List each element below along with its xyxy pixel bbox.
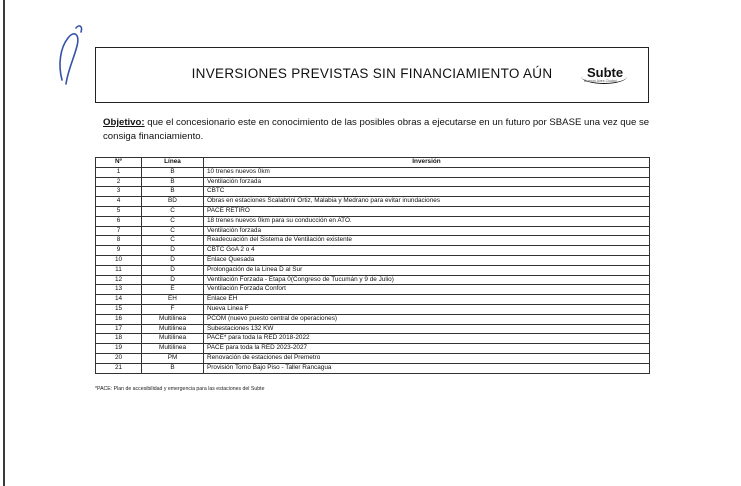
column-header-inversion: Inversión xyxy=(204,158,650,168)
cell-inversion: 18 trenes nuevos 0km para su conducción en ATO. xyxy=(204,216,650,226)
cell-linea: D xyxy=(142,275,204,285)
cell-linea: C xyxy=(142,226,204,236)
cell-inversion: Nueva Linea F xyxy=(204,304,650,314)
cell-inversion: Ventilación Forzada - Etapa 0(Congreso de Tucumán y 9 de Julio) xyxy=(204,275,650,285)
table-row xyxy=(96,255,650,265)
cell-linea: B xyxy=(142,167,204,177)
cell-inversion: Enlace Quesada xyxy=(204,255,650,265)
cell-number: 7 xyxy=(96,226,142,236)
footnote: *PACE: Plan de accesibilidad y emergencia para las estaciones del Subte xyxy=(95,386,265,392)
cell-linea: EH xyxy=(142,295,204,305)
cell-number: 6 xyxy=(96,216,142,226)
cell-linea: D xyxy=(142,255,204,265)
cell-number: 10 xyxy=(96,255,142,265)
cell-number: 14 xyxy=(96,295,142,305)
cell-inversion: Provisión Torno Bajo Piso - Taller Rancagua xyxy=(204,363,650,373)
cell-number: 9 xyxy=(96,246,142,256)
cell-inversion: Obras en estaciones Scalabrini Ortiz, Malabia y Medrano para evitar inundaciones xyxy=(204,197,650,207)
table-header-row xyxy=(96,158,650,168)
table-row xyxy=(96,353,650,363)
table-row xyxy=(96,363,650,373)
table-row xyxy=(96,246,650,256)
cell-number: 16 xyxy=(96,314,142,324)
table-row xyxy=(96,236,650,246)
cell-inversion: PACE RETIRO xyxy=(204,206,650,216)
cell-linea: C xyxy=(142,206,204,216)
cell-linea: B xyxy=(142,177,204,187)
column-header-linea: Línea xyxy=(142,158,204,168)
cell-inversion: Prolongación de la Linea D al Sur xyxy=(204,265,650,275)
cell-number: 5 xyxy=(96,206,142,216)
cell-linea: B xyxy=(142,187,204,197)
cell-number: 17 xyxy=(96,324,142,334)
cell-linea: Multilinea xyxy=(142,334,204,344)
cell-inversion: Readecuación del Sistema de Ventilación existente xyxy=(204,236,650,246)
cell-linea: D xyxy=(142,246,204,256)
cell-number: 1 xyxy=(96,167,142,177)
cell-inversion: Renovación de estaciones del Premetro xyxy=(204,353,650,363)
logo-text: Subte xyxy=(587,65,624,80)
cell-number: 2 xyxy=(96,177,142,187)
cell-number: 12 xyxy=(96,275,142,285)
table-row xyxy=(96,304,650,314)
table-row xyxy=(96,265,650,275)
cell-inversion: 10 trenes nuevos 0km xyxy=(204,167,650,177)
logo-subtext: Buenos Aires Ciudad xyxy=(584,79,617,83)
table-row xyxy=(96,216,650,226)
column-header-number: Nº xyxy=(96,158,142,168)
cell-number: 4 xyxy=(96,197,142,207)
cell-linea: C xyxy=(142,216,204,226)
cell-inversion: CBTC xyxy=(204,187,650,197)
subte-logo xyxy=(581,65,631,89)
cell-inversion: PCOM (nuevo puesto central de operaciones) xyxy=(204,314,650,324)
page-title: INVERSIONES PREVISTAS SIN FINANCIAMIENTO AÚN xyxy=(191,66,553,81)
cell-number: 8 xyxy=(96,236,142,246)
investments-table xyxy=(95,157,650,374)
cell-linea: C xyxy=(142,236,204,246)
table-row xyxy=(96,187,650,197)
table-row xyxy=(96,344,650,354)
objective-label: Objetivo: xyxy=(103,117,145,128)
cell-number: 13 xyxy=(96,285,142,295)
cell-linea: D xyxy=(142,265,204,275)
cell-inversion: Ventilación Forzada Confort xyxy=(204,285,650,295)
header-box xyxy=(95,47,649,103)
cell-number: 18 xyxy=(96,334,142,344)
cell-number: 15 xyxy=(96,304,142,314)
objective-text: que el concesionario este en conocimiento de las posibles obras a ejecutarse en un futuro por SBASE una vez que se consiga financiamiento. xyxy=(103,117,650,142)
table-row xyxy=(96,206,650,216)
cell-number: 11 xyxy=(96,265,142,275)
cell-number: 20 xyxy=(96,353,142,363)
table-row xyxy=(96,177,650,187)
cell-linea: Multilinea xyxy=(142,324,204,334)
table-row xyxy=(96,314,650,324)
table-row xyxy=(96,275,650,285)
cell-number: 21 xyxy=(96,363,142,373)
cell-linea: BD xyxy=(142,197,204,207)
cell-inversion: Ventilación forzada xyxy=(204,226,650,236)
cell-linea: B xyxy=(142,363,204,373)
cell-linea: PM xyxy=(142,353,204,363)
cell-inversion: PACE para toda la RED 2023-2027 xyxy=(204,344,650,354)
table-row xyxy=(96,167,650,177)
cell-inversion: Enlace EH xyxy=(204,295,650,305)
table-row xyxy=(96,324,650,334)
table-row xyxy=(96,226,650,236)
cell-number: 19 xyxy=(96,344,142,354)
table-row xyxy=(96,334,650,344)
cell-linea: Multilinea xyxy=(142,344,204,354)
cell-linea: Multilinea xyxy=(142,314,204,324)
objective-paragraph xyxy=(103,116,663,144)
cell-inversion: Ventilación forzada xyxy=(204,177,650,187)
table-row xyxy=(96,197,650,207)
cell-inversion: PACE* para toda la RED 2018-2022 xyxy=(204,334,650,344)
table-row xyxy=(96,295,650,305)
cell-number: 3 xyxy=(96,187,142,197)
cell-inversion: Subestaciones 132 KW xyxy=(204,324,650,334)
cell-linea: F xyxy=(142,304,204,314)
cell-inversion: CBTC GoA 2 o 4 xyxy=(204,246,650,256)
page-left-edge xyxy=(3,0,5,486)
cell-linea: E xyxy=(142,285,204,295)
table-row xyxy=(96,285,650,295)
